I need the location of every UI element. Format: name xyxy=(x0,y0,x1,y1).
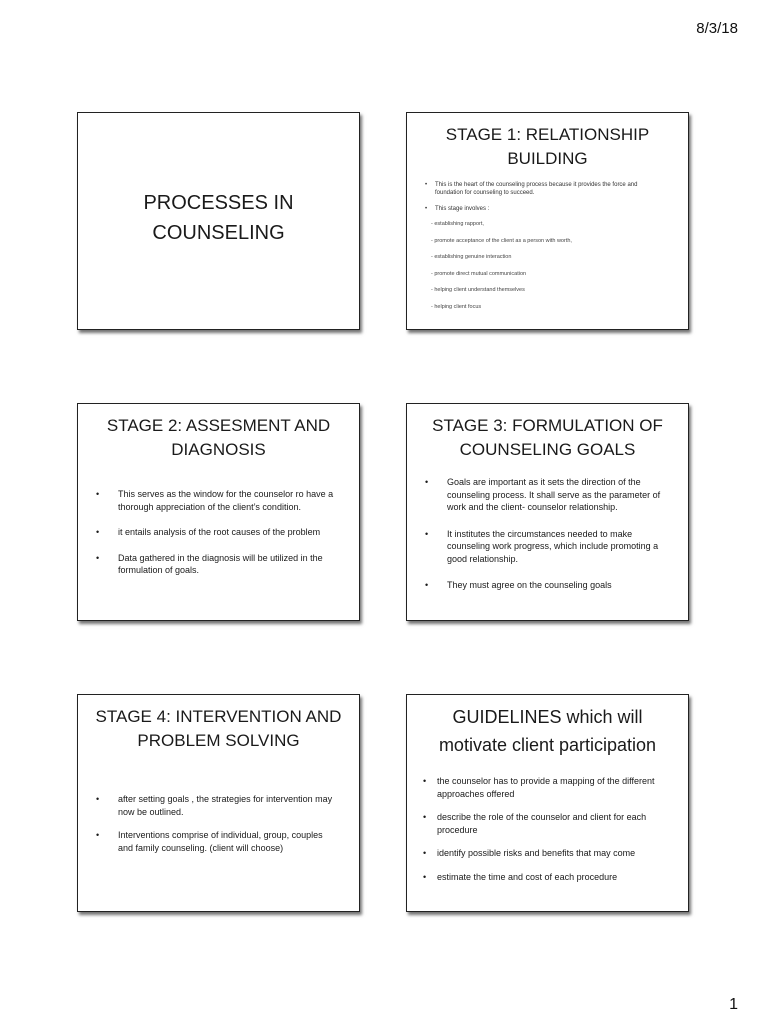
sub-item: - establishing rapport, xyxy=(431,221,484,227)
sub-item: - establishing genuine interaction xyxy=(431,254,512,260)
list-item: • the counselor has to provide a mapping of the different approaches offered xyxy=(423,775,668,800)
bullet-list xyxy=(425,181,666,213)
list-item: • They must agree on the counseling goals xyxy=(425,579,666,592)
bullet-list xyxy=(96,793,337,854)
list-item: • Goals are important as it sets the direction of the counseling process. It shall serve as the parameter of work and the client- counselor relationship. xyxy=(425,476,666,514)
page-number: 1 xyxy=(729,996,738,1013)
list-item: • Data gathered in the diagnosis will be utilized in the formulation of goals. xyxy=(96,552,337,577)
list-item: • This is the heart of the counseling process because it provides the force and foundation for counseling to succeed. xyxy=(425,181,666,197)
slide-title: PROCESSES IN COUNSELING xyxy=(143,192,294,244)
list-item: • after setting goals , the strategies for intervention may now be outlined. xyxy=(96,793,337,818)
slide-title: STAGE 2: ASSESMENT AND DIAGNOSIS xyxy=(106,416,331,459)
sub-list xyxy=(431,221,688,311)
sub-item: - helping client focus xyxy=(431,303,482,310)
slide-title: STAGE 3: FORMULATION OF COUNSELING GOALS xyxy=(432,416,663,459)
slide-stage-4 xyxy=(77,694,360,912)
list-item: • This serves as the window for the counselor ro have a thorough appreciation of the client’s condition. xyxy=(96,488,337,513)
bullet-list xyxy=(423,775,668,883)
sub-item: - promote direct mutual communication xyxy=(431,270,527,277)
list-item: • It institutes the circumstances needed to make counseling work progress, which include promoting a good relationship. xyxy=(425,528,666,566)
page-date: 8/3/18 xyxy=(696,20,738,37)
slide-title: STAGE 1: RELATIONSHIP BUILDING xyxy=(445,125,650,168)
list-item: • This stage involves : xyxy=(425,205,666,213)
list-item: • it entails analysis of the root causes of the problem xyxy=(96,526,337,539)
slide-processes-in-counseling xyxy=(77,112,360,330)
list-item: • estimate the time and cost of each procedure xyxy=(423,871,668,884)
bullet-list xyxy=(425,476,666,592)
bullet-list xyxy=(96,488,337,577)
slide-stage-3 xyxy=(406,403,689,621)
slide-title: STAGE 4: INTERVENTION AND PROBLEM SOLVING xyxy=(95,707,342,750)
list-item: • describe the role of the counselor and client for each procedure xyxy=(423,811,668,836)
list-item: • Interventions comprise of individual, group, couples and family counseling. (client will choose) xyxy=(96,829,337,854)
slide-title: GUIDELINES which will motivate client participation xyxy=(438,707,657,755)
sub-item: - helping client understand themselves xyxy=(431,287,525,293)
list-item: • identify possible risks and benefits that may come xyxy=(423,847,668,860)
slide-stage-2 xyxy=(77,403,360,621)
slide-stage-1 xyxy=(406,112,689,330)
slide-guidelines xyxy=(406,694,689,912)
sub-item: - promote acceptance of the client as a person with worth, xyxy=(431,237,572,244)
